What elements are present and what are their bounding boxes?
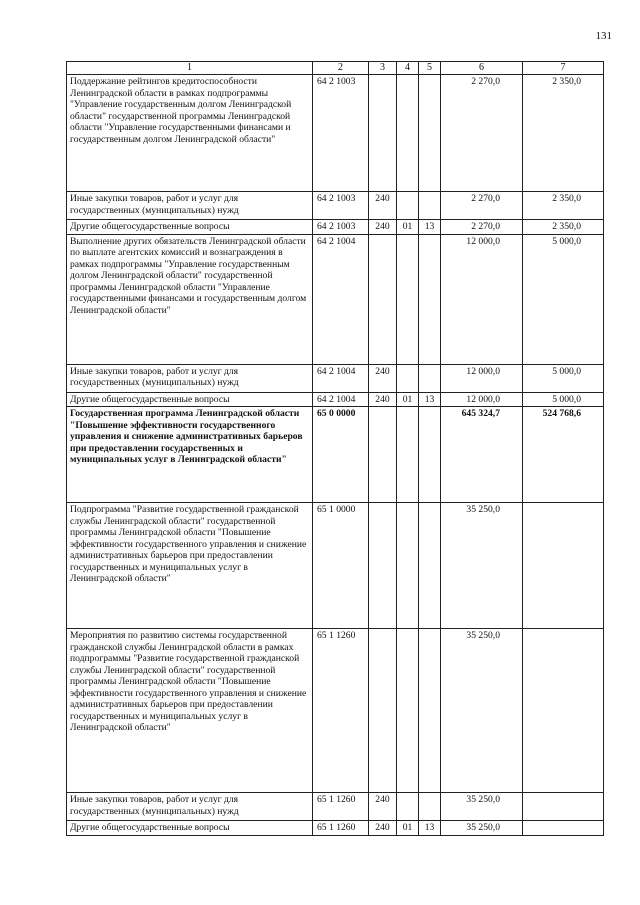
row-col5-cell	[419, 407, 441, 503]
row-col7-cell: 5 000,0	[523, 392, 604, 407]
row-col3-cell: 240	[369, 220, 397, 235]
row-col4-cell: 01	[397, 821, 419, 836]
row-col3-cell: 240	[369, 392, 397, 407]
table-row	[67, 821, 604, 836]
row-col3-cell: 240	[369, 793, 397, 821]
row-col6-cell: 35 250,0	[441, 503, 523, 629]
row-col5-cell: 13	[419, 821, 441, 836]
row-col5-cell	[419, 364, 441, 392]
row-code-cell: 64 2 1004	[313, 234, 369, 364]
table-row	[67, 503, 604, 629]
table-body	[67, 75, 604, 836]
row-col7-cell: 5 000,0	[523, 364, 604, 392]
table-header-row	[67, 62, 604, 75]
row-name-cell: Иные закупки товаров, работ и услуг для государственных (муниципальных) нужд	[67, 192, 313, 220]
row-col7-cell	[523, 793, 604, 821]
row-col7-cell: 524 768,6	[523, 407, 604, 503]
row-name-cell: Иные закупки товаров, работ и услуг для государственных (муниципальных) нужд	[67, 793, 313, 821]
table-row	[67, 192, 604, 220]
row-col5-cell	[419, 503, 441, 629]
row-col7-cell: 2 350,0	[523, 220, 604, 235]
row-col6-cell: 2 270,0	[441, 75, 523, 192]
header-col-5: 5	[419, 62, 441, 75]
row-code-cell: 64 2 1003	[313, 75, 369, 192]
row-col3-cell	[369, 75, 397, 192]
row-col4-cell	[397, 364, 419, 392]
row-col7-cell: 2 350,0	[523, 192, 604, 220]
table-row	[67, 364, 604, 392]
row-name-cell: Другие общегосударственные вопросы	[67, 220, 313, 235]
row-col4-cell	[397, 793, 419, 821]
budget-table-container	[66, 61, 603, 836]
budget-table	[66, 61, 604, 836]
page-number: 131	[595, 30, 612, 42]
table-row	[67, 407, 604, 503]
row-name-cell: Другие общегосударственные вопросы	[67, 821, 313, 836]
row-col6-cell: 35 250,0	[441, 821, 523, 836]
row-col3-cell	[369, 629, 397, 793]
row-col6-cell: 12 000,0	[441, 392, 523, 407]
row-col3-cell	[369, 234, 397, 364]
row-col6-cell: 645 324,7	[441, 407, 523, 503]
row-code-cell: 64 2 1004	[313, 392, 369, 407]
row-col5-cell: 13	[419, 392, 441, 407]
table-row	[67, 793, 604, 821]
table-row	[67, 392, 604, 407]
row-col3-cell	[369, 503, 397, 629]
header-col-1: 1	[67, 62, 313, 75]
row-col6-cell: 12 000,0	[441, 234, 523, 364]
row-col6-cell: 12 000,0	[441, 364, 523, 392]
row-col4-cell: 01	[397, 220, 419, 235]
row-col5-cell	[419, 793, 441, 821]
row-col7-cell	[523, 503, 604, 629]
row-col3-cell: 240	[369, 821, 397, 836]
row-col5-cell: 13	[419, 220, 441, 235]
row-code-cell: 65 1 1260	[313, 793, 369, 821]
row-code-cell: 64 2 1003	[313, 220, 369, 235]
row-col4-cell	[397, 629, 419, 793]
row-col6-cell: 35 250,0	[441, 629, 523, 793]
row-col7-cell	[523, 821, 604, 836]
row-col4-cell	[397, 192, 419, 220]
row-col5-cell	[419, 629, 441, 793]
table-row	[67, 629, 604, 793]
row-name-cell: Выполнение других обязательств Ленинградской области по выплате агентских комиссий и вознаграждения в рамках подпрограммы "Управление государственным долгом Ленинградской области" государственной программы Ленинградской области "Управление государственными финансами и государственным долгом Ленинградской области"	[67, 234, 313, 364]
row-col3-cell: 240	[369, 364, 397, 392]
row-col7-cell: 5 000,0	[523, 234, 604, 364]
row-code-cell: 65 1 1260	[313, 821, 369, 836]
header-col-2: 2	[313, 62, 369, 75]
row-code-cell: 64 2 1004	[313, 364, 369, 392]
header-col-7: 7	[523, 62, 604, 75]
row-code-cell: 64 2 1003	[313, 192, 369, 220]
row-col5-cell	[419, 192, 441, 220]
row-col7-cell: 2 350,0	[523, 75, 604, 192]
row-code-cell: 65 0 0000	[313, 407, 369, 503]
header-col-3: 3	[369, 62, 397, 75]
row-col4-cell	[397, 234, 419, 364]
row-col3-cell: 240	[369, 192, 397, 220]
row-col4-cell	[397, 75, 419, 192]
row-code-cell: 65 1 1260	[313, 629, 369, 793]
row-col3-cell	[369, 407, 397, 503]
header-col-4: 4	[397, 62, 419, 75]
row-name-cell: Поддержание рейтингов кредитоспособности Ленинградской области в рамках подпрограммы "Управление государственным долгом Ленинградской области" государственной программы Ленинградской области "Управление государственными финансами и государственным долгом Ленинградской области"	[67, 75, 313, 192]
row-col4-cell	[397, 503, 419, 629]
row-col5-cell	[419, 234, 441, 364]
table-row	[67, 234, 604, 364]
header-col-6: 6	[441, 62, 523, 75]
row-col6-cell: 2 270,0	[441, 192, 523, 220]
table-row	[67, 75, 604, 192]
row-name-cell: Мероприятия по развитию системы государственной гражданской службы Ленинградской области в рамках подпрограммы "Развитие государственной гражданской службы Ленинградской области" государственной программы Ленинградской области "Повышение эффективности государственного управления и снижение административных барьеров при предоставлении государственных и муниципальных услуг в Ленинградской области"	[67, 629, 313, 793]
row-code-cell: 65 1 0000	[313, 503, 369, 629]
table-row	[67, 220, 604, 235]
row-name-cell: Государственная программа Ленинградской области "Повышение эффективности государственного управления и снижение административных барьеров при предоставлении государственных и муниципальных услуг в Ленинградской области"	[67, 407, 313, 503]
row-name-cell: Другие общегосударственные вопросы	[67, 392, 313, 407]
row-name-cell: Подпрограмма "Развитие государственной гражданской службы Ленинградской области" государственной программы Ленинградской области "Повышение эффективности государственного управления и снижение административных барьеров при предоставлении государственных и муниципальных услуг в Ленинградской области"	[67, 503, 313, 629]
row-col4-cell: 01	[397, 392, 419, 407]
row-col5-cell	[419, 75, 441, 192]
row-col6-cell: 35 250,0	[441, 793, 523, 821]
row-col6-cell: 2 270,0	[441, 220, 523, 235]
row-col7-cell	[523, 629, 604, 793]
row-col4-cell	[397, 407, 419, 503]
row-name-cell: Иные закупки товаров, работ и услуг для государственных (муниципальных) нужд	[67, 364, 313, 392]
